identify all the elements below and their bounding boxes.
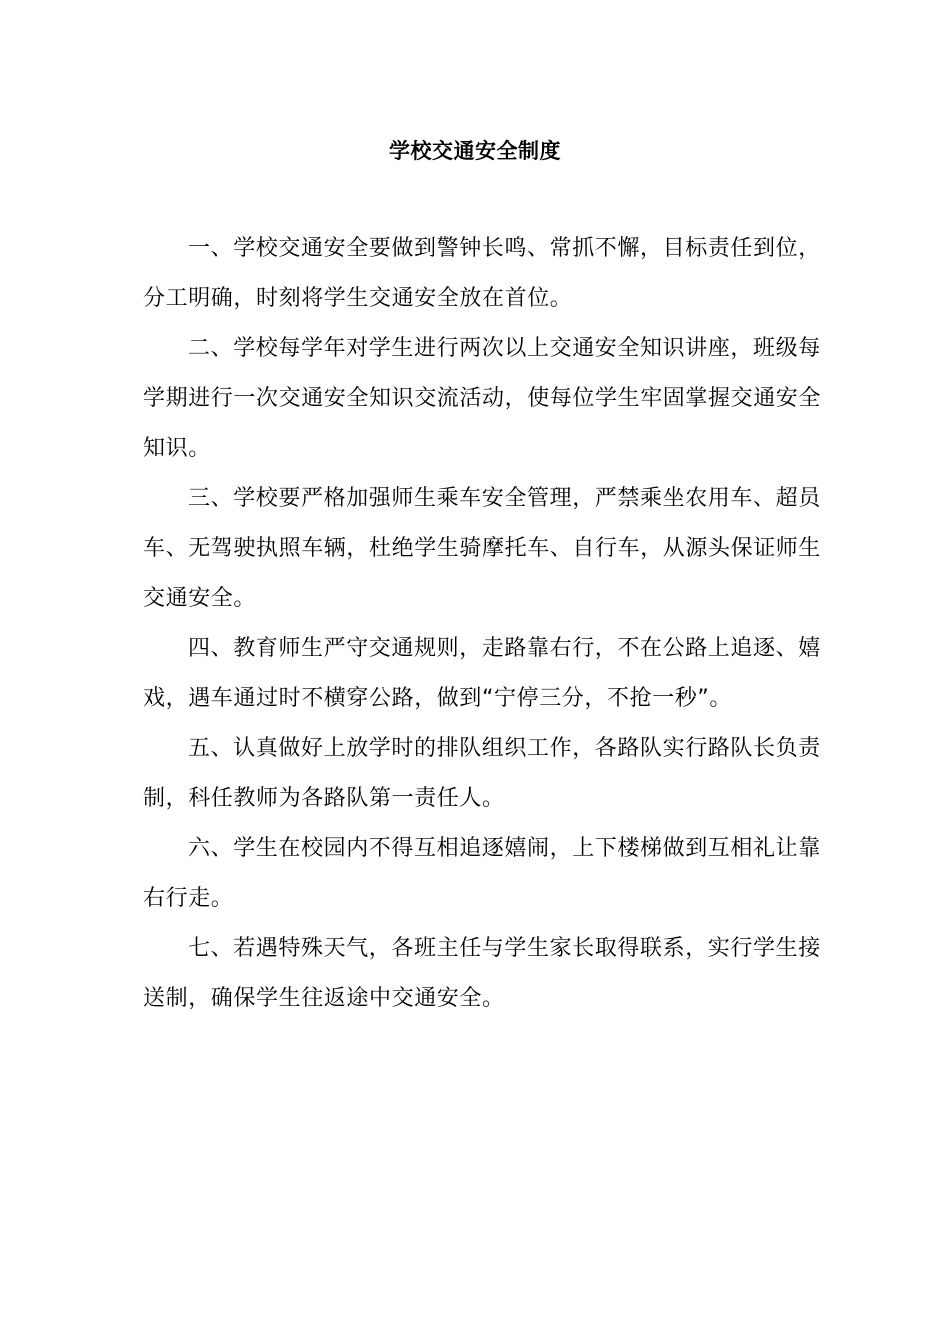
paragraph-6: 六、学生在校园内不得互相追逐嬉闹，上下楼梯做到互相礼让靠右行走。 (143, 836, 821, 911)
paragraph-5: 五、认真做好上放学时的排队组织工作，各路队实行路队长负责制，科任教师为各路队第一责任人。 (143, 736, 821, 811)
paragraph-7: 七、若遇特殊天气，各班主任与学生家长取得联系，实行学生接送制，确保学生往返途中交通安全。 (143, 936, 821, 1011)
paragraph-3: 三、学校要严格加强师生乘车安全管理，严禁乘坐农用车、超员车、无驾驶执照车辆，杜绝学生骑摩托车、自行车，从源头保证师生交通安全。 (143, 486, 822, 611)
document-title: 学校交通安全制度 (389, 139, 561, 163)
paragraph-4: 四、教育师生严守交通规则，走路靠右行，不在公路上追逐、嬉戏，遇车通过时不横穿公路，做到“宁停三分，不抢一秒”。 (143, 636, 821, 711)
paragraph-2: 二、学校每学年对学生进行两次以上交通安全知识讲座，班级每学期进行一次交通安全知识交流活动，使每位学生牢固掌握交通安全知识。 (143, 336, 822, 461)
paragraph-1: 一、学校交通安全要做到警钟长鸣、常抓不懈，目标责任到位，分工明确，时刻将学生交通安全放在首位。 (143, 236, 821, 311)
document-body (143, 224, 833, 1024)
